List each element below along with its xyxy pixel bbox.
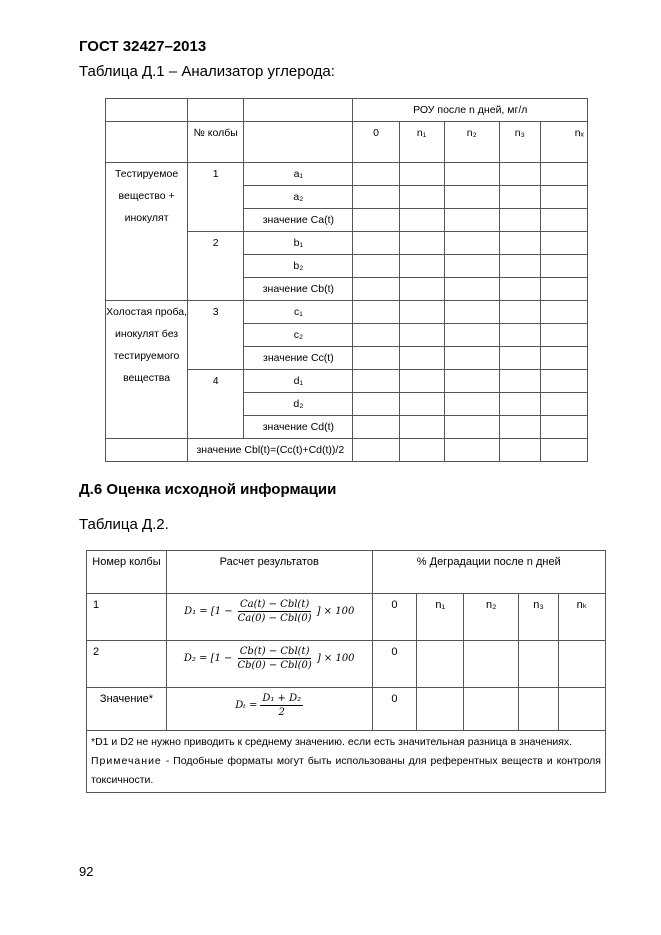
flask-number: 2	[188, 232, 244, 301]
table1-title: РОУ после n дней, мг/л	[353, 99, 588, 122]
row-label: значение Cd(t)	[244, 416, 353, 439]
col-header: 0	[353, 122, 399, 163]
flask-number: 4	[188, 370, 244, 439]
table2-notes	[87, 731, 606, 793]
row-label: b₂	[244, 255, 353, 278]
flask-number: Значение*	[87, 688, 167, 731]
group-test-substance: Тестируемое вещество + инокулят	[106, 163, 188, 301]
col-header: nₖ	[559, 594, 606, 641]
row-label: a₁	[244, 163, 353, 186]
table1-caption: Таблица Д.1 – Анализатор углерода:	[79, 63, 335, 80]
row-label: d₂	[244, 393, 353, 416]
formula-d1: D₁ = [1 − $\frac{\text{Ca(t) − Cbl(t)}}{\text{Ca(0) − Cbl(0)}}$ ] × 100	[166, 594, 372, 641]
col-header: n₁	[399, 122, 444, 163]
carbon-analyzer-table	[105, 98, 588, 462]
row-label: значение Cc(t)	[244, 347, 353, 370]
flask-number: 1	[87, 594, 167, 641]
blank-average-row: значение Cbl(t)=(Cc(t)+Cd(t))/2	[188, 439, 353, 462]
col-header: n₃	[499, 122, 540, 163]
group-blank-sample: Холостая проба, инокулят без тестируемого вещества	[106, 301, 188, 439]
note-remark: Примечание - Подобные форматы могут быть использованы для референтных веществ и контроля токсичности.	[91, 755, 601, 786]
formula-d2: D₂ = [1 − $\frac{\text{Cb(t) − Cbl(t)}}{\text{Cb(0) − Cbl(0)}}$ ] × 100	[166, 641, 372, 688]
section-title: Д.6 Оценка исходной информации	[79, 481, 337, 498]
flask-number: 1	[188, 163, 244, 232]
head-flask: Номер колбы	[87, 551, 167, 594]
row-label: b₁	[244, 232, 353, 255]
degradation-table	[86, 550, 606, 793]
deg-value: 0	[372, 641, 417, 688]
row-label: c₂	[244, 324, 353, 347]
col-flask-header: № колбы	[188, 122, 244, 163]
col-header: n₂	[444, 122, 499, 163]
col-header: n₂	[464, 594, 519, 641]
row-label: a₂	[244, 186, 353, 209]
head-degradation: % Деградации после n дней	[372, 551, 606, 594]
head-calc: Расчет результатов	[166, 551, 372, 594]
formula-dt: Dₜ = $\frac{\text{D₁ + D₂}}{2}$	[166, 688, 372, 731]
row-label: d₁	[244, 370, 353, 393]
deg-value: 0	[372, 688, 417, 731]
col-header: nₓ	[540, 122, 587, 163]
note-average: *D1 и D2 не нужно приводить к среднему значению. если есть значительная разница в значениях.	[91, 736, 573, 748]
flask-number: 2	[87, 641, 167, 688]
flask-number: 3	[188, 301, 244, 370]
col-header: n₁	[417, 594, 464, 641]
page-number: 92	[79, 864, 94, 879]
deg-value: 0	[372, 594, 417, 641]
table2-caption: Таблица Д.2.	[79, 516, 169, 533]
document-header: ГОСТ 32427–2013	[79, 38, 207, 55]
row-label: значение Ca(t)	[244, 209, 353, 232]
row-label: c₁	[244, 301, 353, 324]
row-label: значение Cb(t)	[244, 278, 353, 301]
col-header: n₃	[519, 594, 559, 641]
